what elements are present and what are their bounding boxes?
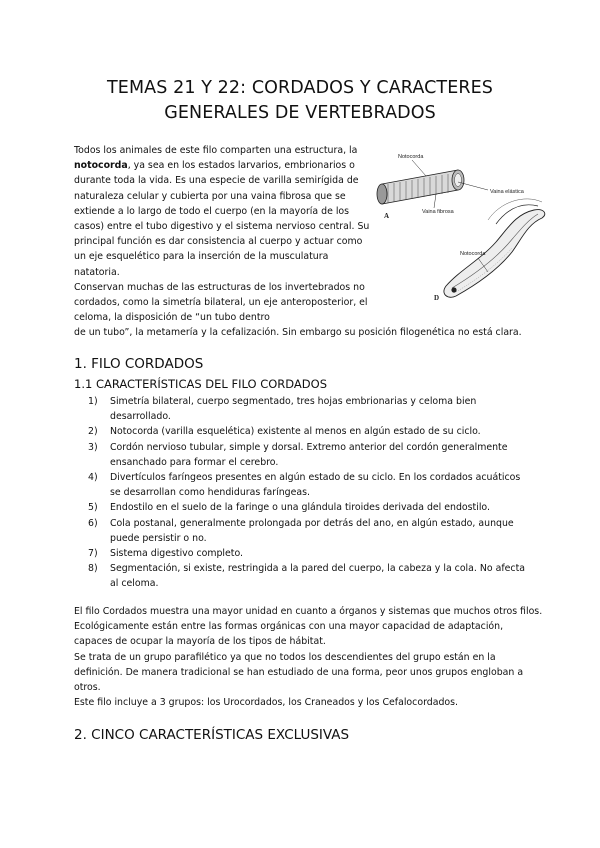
list-item xyxy=(88,561,528,591)
notocorda-cylinder-illustration xyxy=(377,160,488,208)
section-1-heading: 1. FILO CORDADOS xyxy=(74,356,204,372)
intro-paragraph-2-continued: de un tubo”, la metamería y la cefalización. Sin embargo su posición filogenética no está clara. xyxy=(74,327,522,339)
label-notocorda-a: Notocorda xyxy=(398,154,424,160)
list-item-text: Segmentación, si existe, restringida a la pared del cuerpo, la cabeza y la cola. No afecta al celoma. xyxy=(110,563,525,590)
list-item-number: 5) xyxy=(88,502,98,514)
list-item xyxy=(88,470,528,500)
intro-paragraph-2: Conservan muchas de las estructuras de los invertebrados no cordados, como la simetría bilateral, un eje anteroposterior, el celoma, la disposición de “un tubo dentro xyxy=(74,281,368,324)
list-item xyxy=(88,500,528,515)
list-item-number: 7) xyxy=(88,548,98,560)
list-item-number: 1) xyxy=(88,396,98,407)
list-item-number: 8) xyxy=(88,563,98,575)
figure-letter-d: D xyxy=(434,294,440,302)
label-vaina-fibrosa: Vaina fibrosa xyxy=(422,209,454,215)
cordado-larva-illustration xyxy=(444,199,545,297)
paragraph: El filo Cordados muestra una mayor unidad en cuanto a órganos y sistemas que muchos otros filos. Ecológicamente están entre las formas orgánicas con una mayor capacidad de adaptación, capaces de ocupar la mayoría de los tipos de hábitat. xyxy=(74,606,543,648)
list-item-number: 6) xyxy=(88,517,98,529)
list-item-text: Divertículos faríngeos presentes en algún estado de su ciclo. En los cordados acuáticos se desarrollan como hendiduras faríngeas. xyxy=(110,472,521,499)
page-title xyxy=(60,76,540,126)
intro-paragraph-1 xyxy=(74,143,370,280)
list-item-number: 2) xyxy=(88,426,98,438)
label-notocorda-d: Notocorda xyxy=(460,251,486,257)
list-item-text: Simetría bilateral, cuerpo segmentado, tres hojas embrionarias y celoma bien desarrollado. xyxy=(110,396,477,423)
list-item xyxy=(88,546,528,561)
list-item-text: Endostilo en el suelo de la faringe o una glándula tiroides derivada del endostilo. xyxy=(110,502,490,514)
list-item-text: Sistema digestivo completo. xyxy=(110,548,244,560)
list-item-number: 4) xyxy=(88,472,98,484)
list-item-text: Notocorda (varilla esquelética) existente al menos en algún estado de su ciclo. xyxy=(110,426,481,438)
intro-text-rest: , ya sea en los estados larvarios, embrionarios o durante toda la vida. Es una especie de varilla semirígida de naturaleza celular y cubierta por una vaina fibrosa que se extiende a lo largo de todo el cuerpo (en la mayoría de los casos) entre el tubo digestivo y el sistema nervioso central. Su principal función es dar consistencia al cuerpo y actuar como un eje esquelético para la inserción de la musculatura natatoria. xyxy=(74,160,370,278)
title-line-1: TEMAS 21 Y 22: CORDADOS Y CARACTERES xyxy=(107,78,493,98)
caracteristicas-list xyxy=(88,394,528,592)
list-item xyxy=(88,394,528,424)
notocorda-figure xyxy=(376,146,550,306)
section-2-heading: 2. CINCO CARACTERÍSTICAS EXCLUSIVAS xyxy=(74,727,350,743)
label-vaina-elastica: Vaina elástica xyxy=(490,189,524,195)
section-1-body xyxy=(74,604,544,710)
list-item-text: Cordón nervioso tubular, simple y dorsal. Extremo anterior del cordón generalmente ensanchado para formar el cerebro. xyxy=(110,441,508,468)
intro-text-start: Todos los animales de este filo comparten una estructura, la xyxy=(74,145,358,156)
list-item xyxy=(88,440,528,470)
notocorda-term: notocorda xyxy=(74,160,128,172)
figure-letter-a: A xyxy=(384,212,390,220)
paragraph: Se trata de un grupo parafilético ya que no todos los descendientes del grupo están en la definición. De manera tradicional se han estudiado de una forma, peor unos grupos engloban a otros. xyxy=(74,651,524,694)
title-line-2: GENERALES DE VERTEBRADOS xyxy=(164,103,436,123)
section-1-1-heading: 1.1 CARACTERÍSTICAS DEL FILO CORDADOS xyxy=(74,377,327,391)
list-item xyxy=(88,424,528,439)
list-item-text: Cola postanal, generalmente prolongada por detrás del ano, en algún estado, aunque puede persistir o no. xyxy=(110,517,514,544)
list-item xyxy=(88,516,528,546)
paragraph: Este filo incluye a 3 grupos: los Urocordados, los Craneados y los Cefalocordados. xyxy=(74,697,458,709)
list-item-number: 3) xyxy=(88,441,98,453)
